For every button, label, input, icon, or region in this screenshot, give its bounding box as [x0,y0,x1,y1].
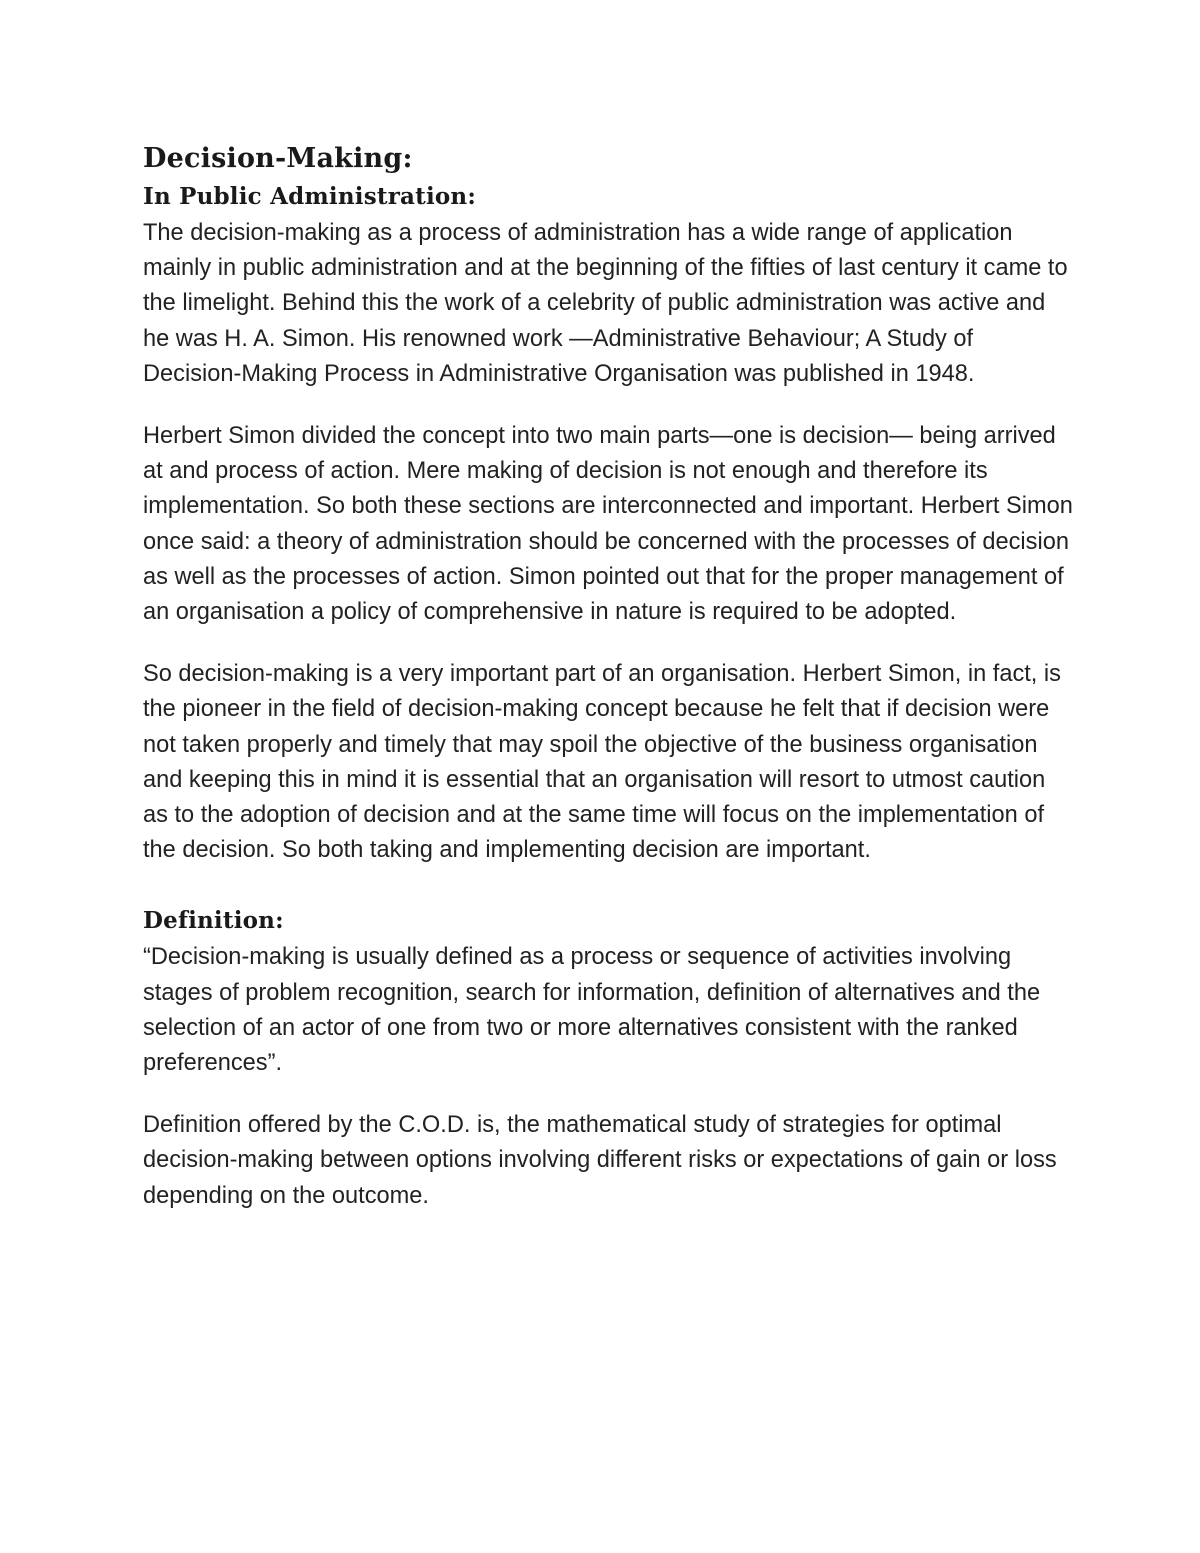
document-subtitle: In Public Administration: [143,183,477,210]
paragraph-spacer [143,630,1073,657]
definition-quote: “Decision-making is usually defined as a process or sequence of activities involving stages of problem recognition, search for information, definition of alternatives and the selection of an actor of one from two or more alternatives consistent with the ranked preferences”. [143,944,1041,1077]
paragraph-intro: The decision-making as a process of administration has a wide range of application mainly in public administration and at the beginning of the fifties of last century it came to the limelight. Behind this the work of a celebrity of public administration was active and he was H. A. Simon. His renowned work —Administrative Behaviour; A Study of Decision-Making Process in Administrative Organisation was published in 1948. [143,220,1068,387]
paragraph-spacer [143,392,1073,419]
definition-heading: Definition: [143,907,284,935]
document-page [143,140,1073,1214]
paragraph-spacer [143,1081,1073,1108]
definition-cod: Definition offered by the C.O.D. is, the mathematical study of strategies for optimal decision-making between options involving different risks or expectations of gain or loss depending on the outcome. [143,1112,1057,1209]
section-spacer [143,868,1073,902]
paragraph-importance: So decision-making is a very important part of an organisation. Herbert Simon, in fact, is the pioneer in the field of decision-making concept because he felt that if decision were not taken properly and timely that may spoil the objective of the business organisation and keeping this in mind it is essential that an organisation will resort to utmost caution as to the adoption of decision and at the same time will focus on the implementation of the decision. So both taking and implementing decision are important. [143,661,1061,864]
paragraph-simon-parts: Herbert Simon divided the concept into two main parts—one is decision— being arrived at and process of action. Mere making of decision is not enough and therefore its implementation. So both these sections are interconnected and important. Herbert Simon once said: a theory of administration should be concerned with the processes of decision as well as the processes of action. Simon pointed out that for the proper management of an organisation a policy of comprehensive in nature is required to be adopted. [143,423,1073,626]
document-title: Decision-Making: [143,143,413,174]
